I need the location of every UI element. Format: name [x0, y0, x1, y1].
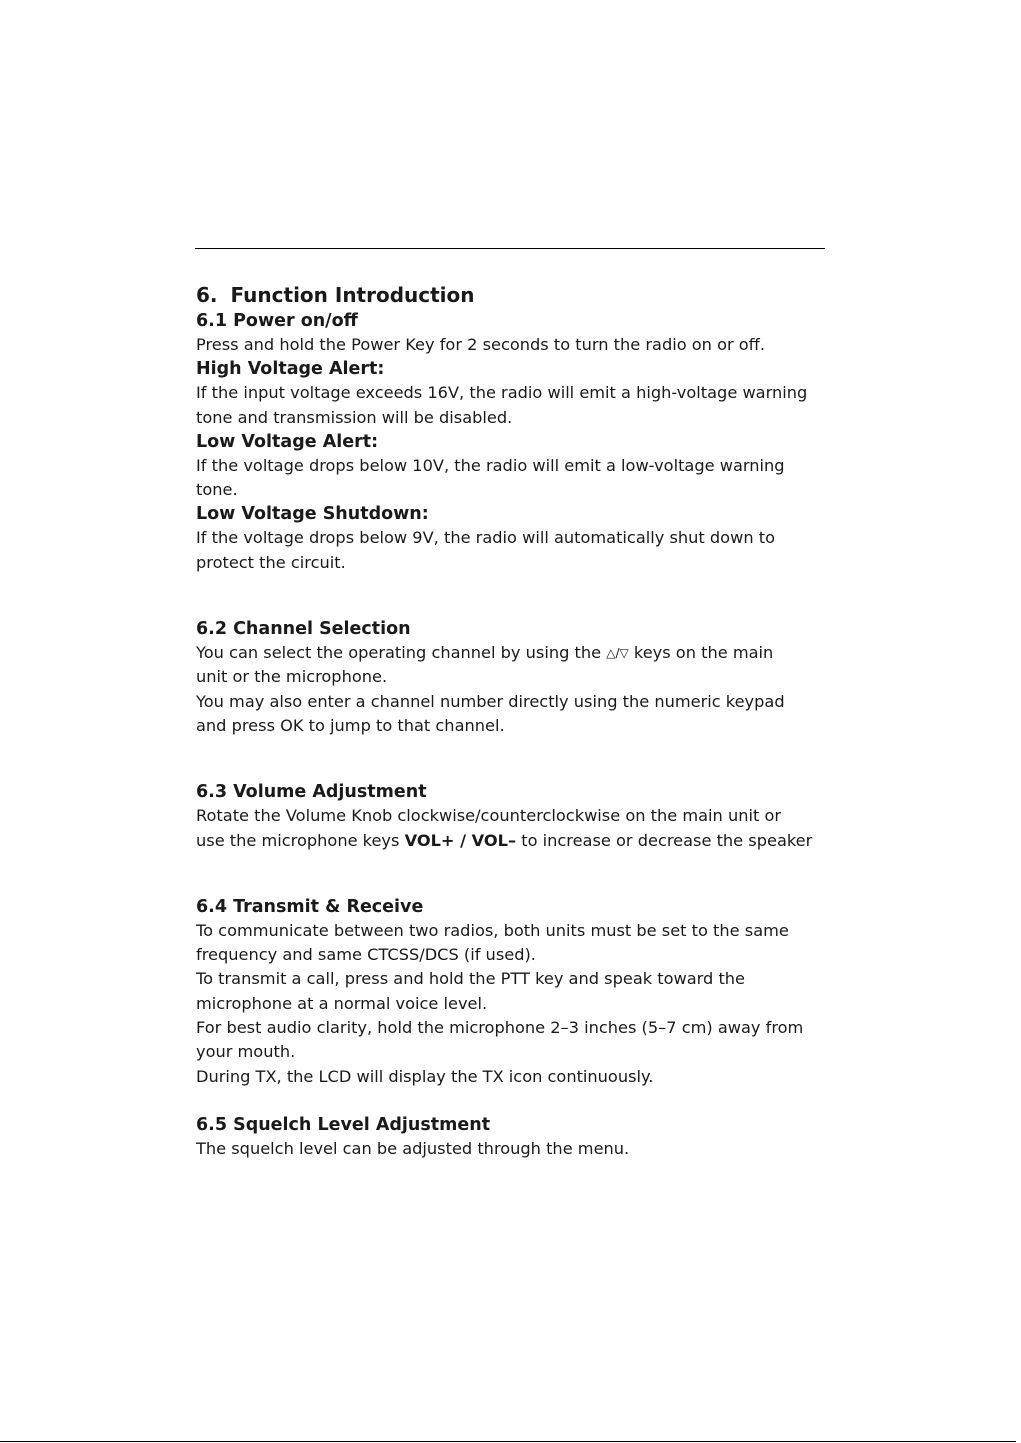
paragraph-line: and press OK to jump to that channel. — [196, 715, 505, 735]
text-span: use the microphone keys — [196, 830, 405, 850]
paragraph-line: frequency and same CTCSS/DCS (if used). — [196, 945, 536, 965]
paragraph-line: protect the circuit. — [196, 552, 346, 572]
spacer — [196, 762, 828, 780]
volume-keys: VOL+ / VOL– — [404, 830, 517, 850]
paragraph-line: tone. — [196, 480, 238, 500]
paragraph-line: microphone at a normal voice level. — [196, 993, 488, 1013]
text-span: keys on the main — [628, 643, 774, 663]
section-heading: 6.3 Volume Adjustment — [196, 782, 427, 803]
text-span: to increase or decrease the speaker — [516, 830, 813, 850]
chapter-title — [196, 281, 828, 309]
paragraph-line — [196, 641, 828, 665]
page-content — [196, 281, 828, 1161]
spacer — [196, 575, 828, 599]
section-heading: 6.5 Squelch Level Adjustment — [196, 1114, 491, 1135]
chapter-title-text: Function Introduction — [230, 283, 475, 307]
spacer — [196, 853, 828, 877]
paragraph-line: To communicate between two radios, both units must be set to the same — [196, 920, 789, 940]
paragraph-line: If the voltage drops below 10V, the radio will emit a low-voltage warning — [196, 455, 785, 475]
paragraph-line — [196, 829, 828, 853]
section-heading: 6.2 Channel Selection — [196, 619, 411, 640]
paragraph-line: To transmit a call, press and hold the PTT key and speak toward the — [196, 969, 746, 989]
paragraph-line: unit or the microphone. — [196, 667, 388, 687]
paragraph-line: You may also enter a channel number directly using the numeric keypad — [196, 691, 785, 711]
section-6-2 — [196, 617, 828, 738]
section-6-4 — [196, 895, 828, 1089]
paragraph-line: Rotate the Volume Knob clockwise/counterclockwise on the main unit or — [196, 806, 782, 826]
paragraph-line: your mouth. — [196, 1042, 296, 1062]
paragraph-line: During TX, the LCD will display the TX icon continuously. — [196, 1066, 654, 1086]
paragraph-line: tone and transmission will be disabled. — [196, 407, 513, 427]
spacer — [196, 1089, 828, 1113]
paragraph-line: For best audio clarity, hold the microphone 2–3 inches (5–7 cm) away from — [196, 1018, 804, 1038]
subheading-high-voltage: High Voltage Alert: — [196, 359, 385, 380]
section-6-3 — [196, 780, 828, 853]
subheading-low-voltage-shutdown: Low Voltage Shutdown: — [196, 504, 429, 525]
section-heading: 6.1 Power on/off — [196, 311, 358, 331]
paragraph-line: If the voltage drops below 9V, the radio will automatically shut down to — [196, 528, 775, 548]
subheading-low-voltage: Low Voltage Alert: — [196, 431, 379, 452]
chapter-number: 6. — [196, 283, 218, 307]
paragraph-line: The squelch level can be adjusted through the menu. — [196, 1138, 630, 1158]
paragraph-line: If the input voltage exceeds 16V, the radio will emit a high-voltage warning — [196, 383, 808, 403]
header-rule — [195, 248, 825, 249]
section-6-5 — [196, 1113, 828, 1161]
section-6-1 — [196, 309, 828, 575]
spacer — [196, 599, 828, 617]
up-down-arrow-icons: △/▽ — [606, 646, 629, 661]
text-span: You can select the operating channel by using the — [196, 643, 607, 663]
spacer — [196, 877, 828, 895]
spacer — [196, 738, 828, 762]
footer-rule — [0, 1441, 1016, 1442]
paragraph: Press and hold the Power Key for 2 seconds to turn the radio on or off. — [196, 335, 765, 354]
section-heading: 6.4 Transmit & Receive — [196, 896, 424, 917]
